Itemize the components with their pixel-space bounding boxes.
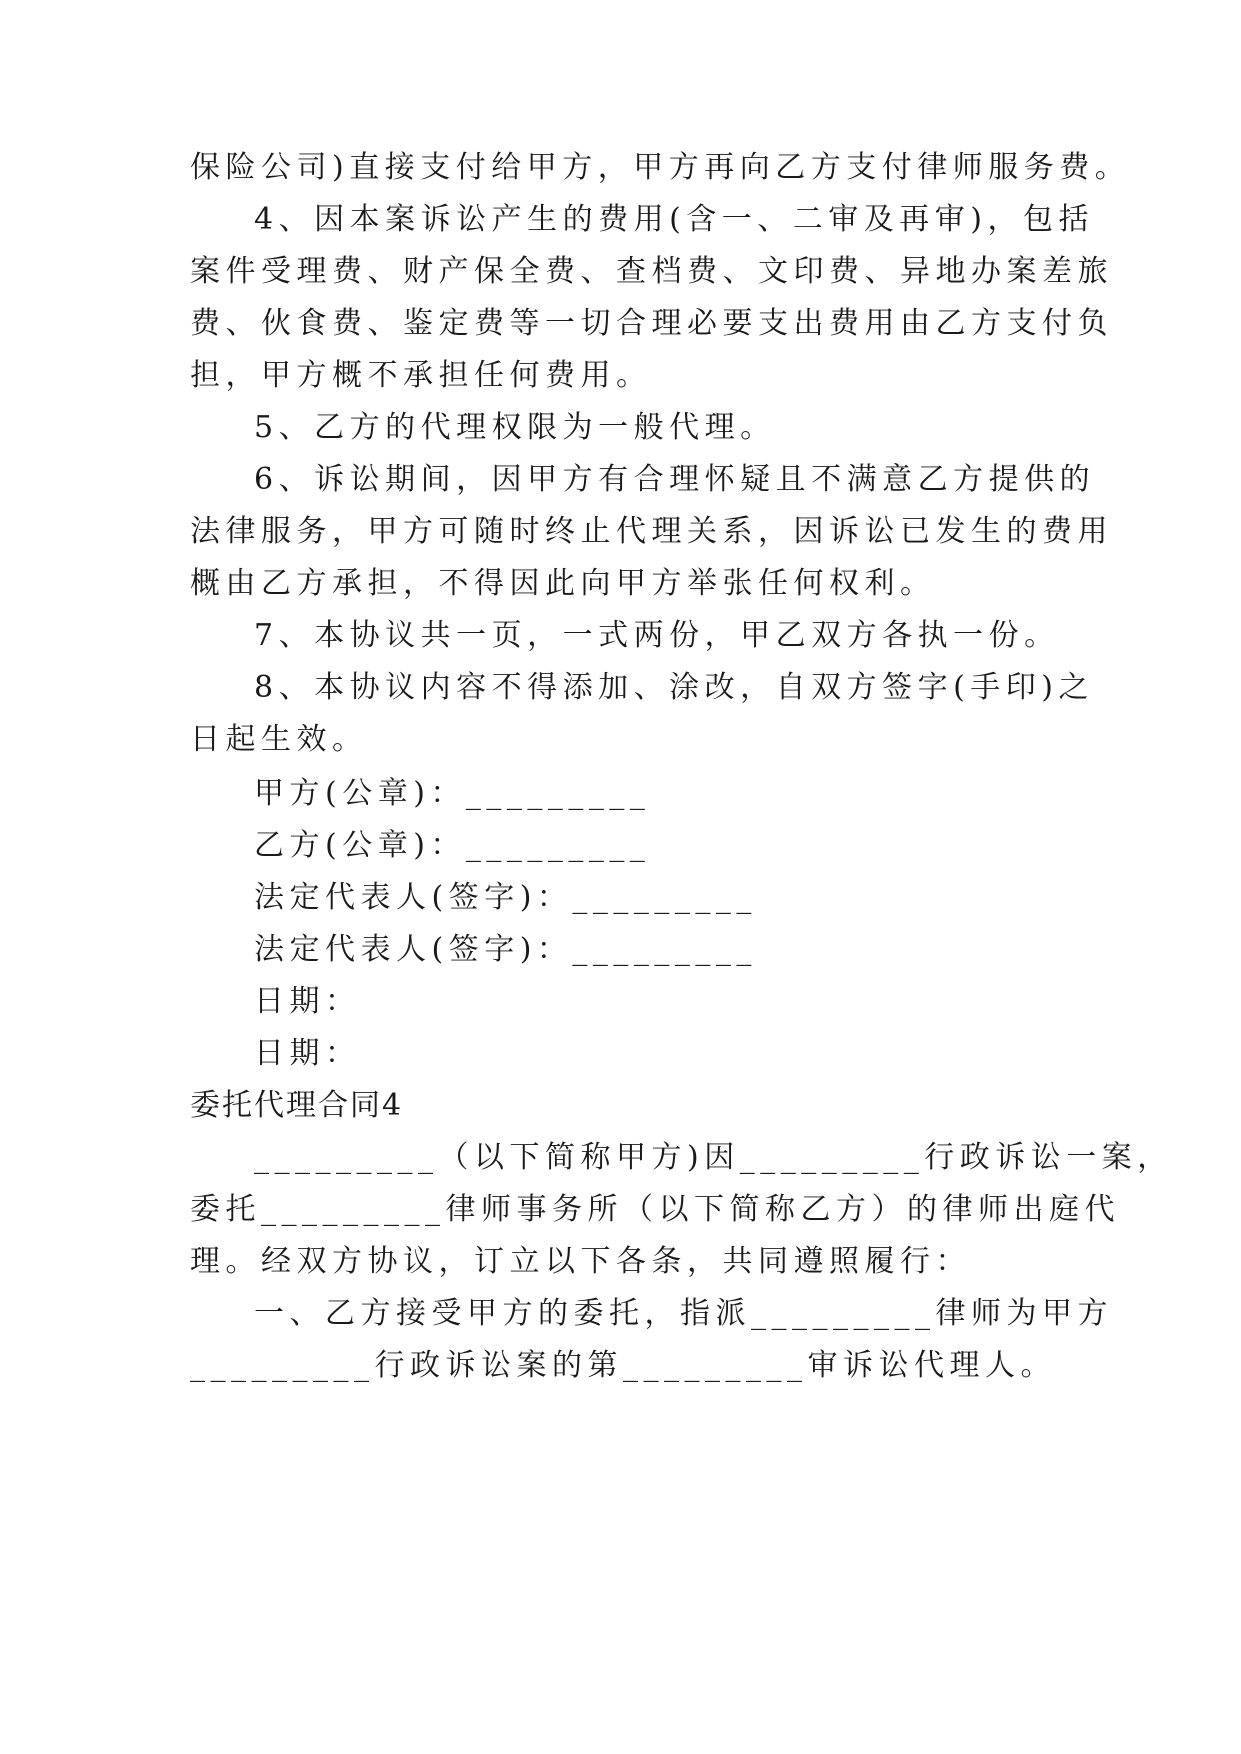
paragraph-line: 委托_________律师事务所（以下简称乙方）的律师出庭代: [190, 1192, 1120, 1227]
paragraph-line: _________行政诉讼案的第_________审诉讼代理人。: [190, 1348, 1056, 1383]
paragraph-line: 理。经双方协议，订立以下各条，共同遵照履行：: [190, 1244, 971, 1279]
paragraph-line: 担，甲方概不承担任何费用。: [190, 358, 652, 393]
article-1-line: 一、乙方接受甲方的委托，指派_________律师为甲方: [254, 1296, 1113, 1331]
paragraph-line: 保险公司)直接支付给甲方，甲方再向乙方支付律师服务费。: [190, 150, 1131, 185]
paragraph-line: 费、伙食费、鉴定费等一切合理必要支出费用由乙方支付负: [190, 306, 1113, 341]
section-heading: 委托代理合同4: [190, 1088, 404, 1123]
contract-intro-line: _________（以下简称甲方)因_________行政诉讼一案，: [254, 1140, 1173, 1175]
clause-4-line: 4、因本案诉讼产生的费用(含一、二审及再审)，包括: [254, 202, 1094, 237]
legal-rep-signature-line: 法定代表人(签字)：_________: [254, 932, 757, 967]
date-line: 日期：: [254, 1036, 361, 1071]
clause-8-line: 8、本协议内容不得添加、涂改，自双方签字(手印)之: [254, 670, 1094, 705]
legal-rep-signature-line: 法定代表人(签字)：_________: [254, 880, 757, 915]
paragraph-line: 案件受理费、财产保全费、查档费、文印费、异地办案差旅: [190, 254, 1113, 289]
party-b-seal-line: 乙方(公章)：_________: [254, 828, 651, 863]
party-a-seal-line: 甲方(公章)：_________: [254, 776, 651, 811]
paragraph-line: 法律服务，甲方可随时终止代理关系，因诉讼已发生的费用: [190, 514, 1113, 549]
paragraph-line: 概由乙方承担，不得因此向甲方举张任何权利。: [190, 566, 936, 601]
date-line: 日期：: [254, 984, 361, 1019]
clause-7-line: 7、本协议共一页，一式两份，甲乙双方各执一份。: [254, 618, 1060, 653]
clause-6-line: 6、诉讼期间，因甲方有合理怀疑且不满意乙方提供的: [254, 462, 1096, 497]
paragraph-line: 日起生效。: [190, 722, 368, 757]
clause-5-line: 5、乙方的代理权限为一般代理。: [254, 410, 776, 445]
